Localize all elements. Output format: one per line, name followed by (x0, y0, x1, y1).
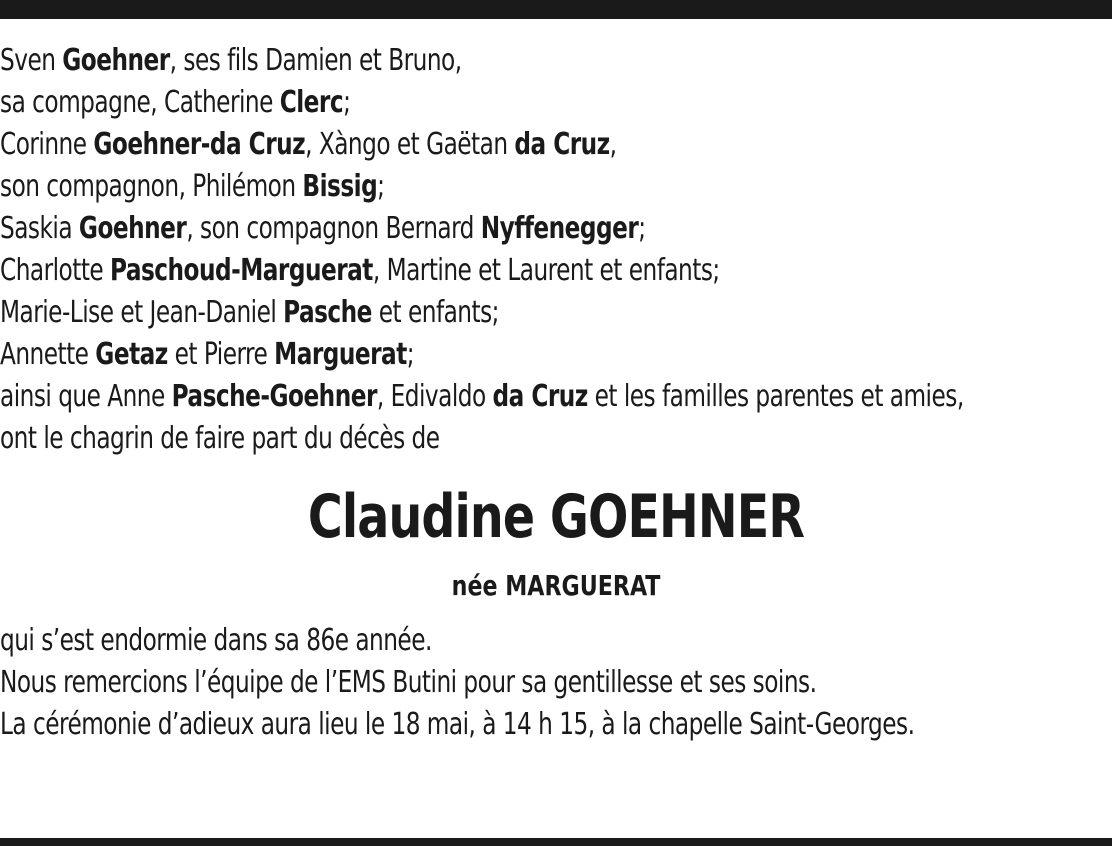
top-rule (0, 0, 1112, 19)
family-line: son compagnon, Philémon Bissig; (0, 169, 385, 204)
family-announcement (0, 40, 1112, 460)
family-surname: Goehner-da Cruz (93, 127, 306, 162)
family-line: Sven Goehner, ses fils Damien et Bruno, (0, 43, 462, 78)
bottom-rule (0, 838, 1112, 846)
family-surname: Bissig (302, 169, 378, 204)
family-line: Saskia Goehner, son compagnon Bernard Nyffenegger; (0, 211, 646, 246)
maiden-name: née MARGUERAT (451, 569, 661, 602)
family-line: Corinne Goehner-da Cruz, Xàngo et Gaëtan da Cruz, (0, 127, 617, 162)
closing-text (0, 620, 1112, 746)
age-line: qui s’est endormie dans sa 86e année. (0, 623, 432, 658)
family-surname: Paschoud-Marguerat (110, 253, 373, 288)
family-line: Charlotte Paschoud-Marguerat, Martine et Laurent et enfants; (0, 253, 720, 288)
ceremony-line: La cérémonie d’adieux aura lieu le 18 mai, à 14 h 15, à la chapelle Saint-Georges. (0, 707, 915, 742)
family-line: sa compagne, Catherine Clerc; (0, 85, 351, 120)
thanks-line: Nous remercions l’équipe de l’EMS Butini pour sa gentillesse et ses soins. (0, 665, 817, 700)
obituary-notice (0, 40, 1112, 746)
family-surname: Goehner (78, 211, 187, 246)
family-surname: Marguerat (274, 337, 407, 372)
family-surname: da Cruz (492, 379, 588, 414)
deceased-name: Claudine GOEHNER (307, 482, 805, 552)
family-surname: Pasche (283, 295, 372, 330)
family-line: Marie-Lise et Jean-Daniel Pasche et enfants; (0, 295, 499, 330)
family-surname: Pasche-Goehner (171, 379, 377, 414)
announcement-line: ont le chagrin de faire part du décès de (0, 421, 440, 456)
family-surname: da Cruz (514, 127, 610, 162)
family-surname: Nyffenegger (480, 211, 639, 246)
family-surname: Clerc (279, 85, 344, 120)
family-line: ainsi que Anne Pasche-Goehner, Edivaldo da Cruz et les familles parentes et amies, (0, 379, 964, 414)
family-line: Annette Getaz et Pierre Marguerat; (0, 337, 415, 372)
family-surname: Getaz (95, 337, 168, 372)
family-surname: Goehner (62, 43, 170, 78)
